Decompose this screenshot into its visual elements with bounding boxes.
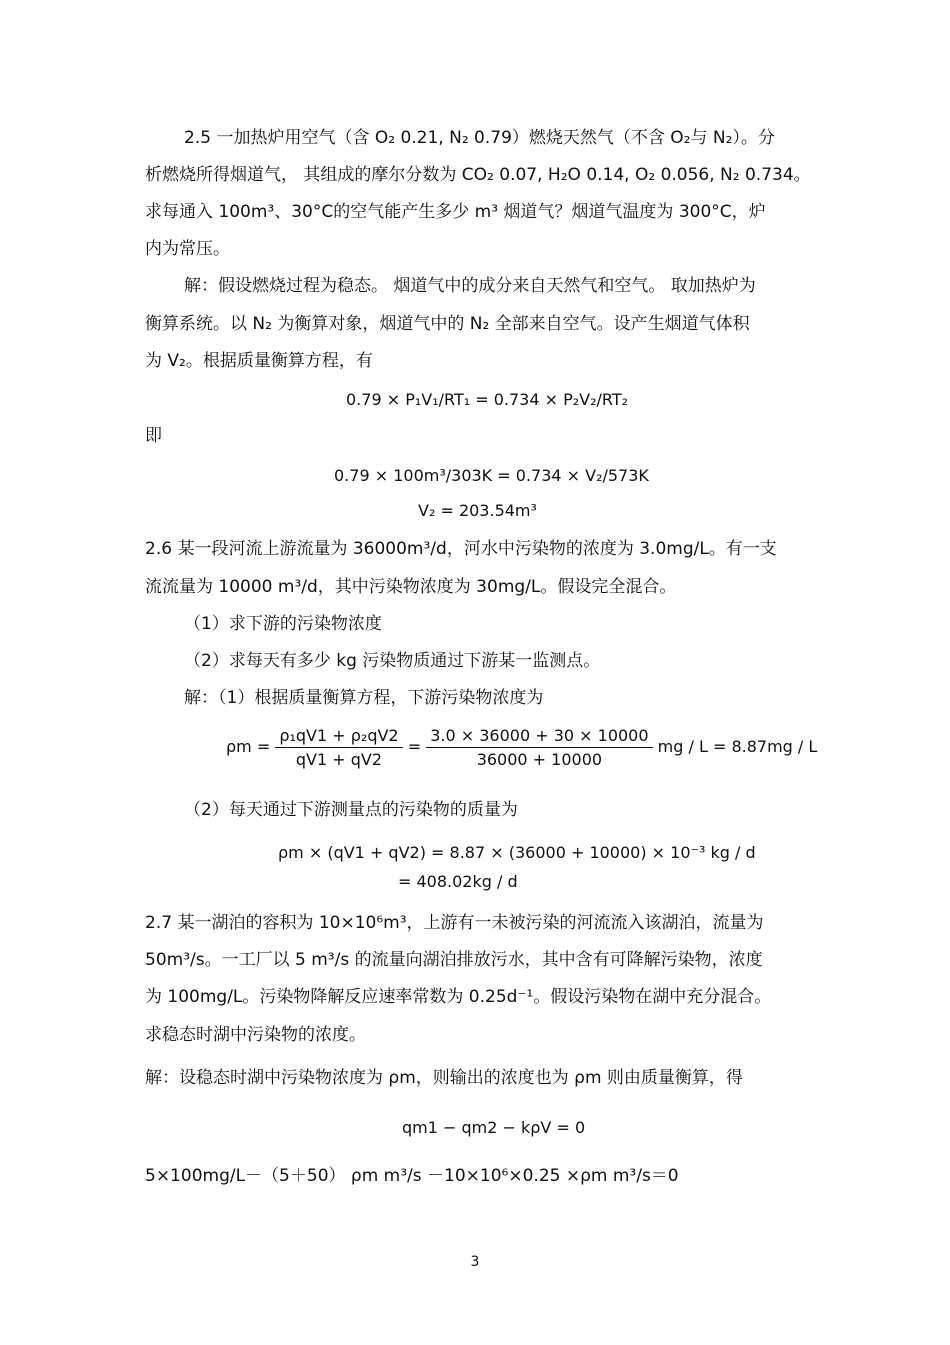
s26-equation-5: = 408.02kg / d (398, 872, 518, 891)
s26-question-1: （1）求下游的污染物浓度 (184, 614, 382, 634)
s26-answer-1: 解：（1）根据质量衡算方程，下游污染物浓度为 (184, 688, 544, 708)
fraction-1-denominator: qV1 + qV2 (295, 750, 383, 769)
s25-ji: 即 (145, 426, 162, 446)
s25-solution-2: 衡算系统。以 N₂ 为衡算对象，烟道气中的 N₂ 全部来自空气。设产生烟道气体积 (145, 314, 750, 334)
s27-line-2: 50m³/s。一工厂以 5 m³/s 的流量向湖泊排放污水，其中含有可降解污染物，浓度 (145, 950, 763, 970)
page-number: 3 (470, 1254, 480, 1270)
s27-line-1: 2.7 某一湖泊的容积为 10×10⁶m³，上游有一未被污染的河流流入该湖泊，流量为 (145, 913, 764, 933)
s25-solution-3: 为 V₂。根据质量衡算方程，有 (145, 351, 373, 371)
s26-answer-2: （2）每天通过下游测量点的污染物的质量为 (184, 800, 518, 820)
s25-solution-1: 解：假设燃烧过程为稳态。 烟道气中的成分来自天然气和空气。 取加热炉为 (184, 276, 756, 296)
s25-line-4: 内为常压。 (145, 239, 230, 259)
s25-line-3: 求每通入 100m³、30°C的空气能产生多少 m³ 烟道气？烟道气温度为 300°C，炉 (145, 202, 766, 222)
s26-fraction-equation (226, 726, 817, 769)
s27-line-3: 为 100mg/L。污染物降解反应速率常数为 0.25d⁻¹。假设污染物在湖中充分混合。 (145, 987, 772, 1007)
eq-lhs: ρm = (226, 737, 271, 756)
s26-equation-4: ρm × (qV1 + qV2) = 8.87 × (36000 + 10000) × 10⁻³ kg / d (278, 843, 756, 862)
fraction-2 (426, 726, 652, 769)
s27-equation-2: 5×100mg/L－（5＋50） ρm m³/s －10×10⁶×0.25 ×ρm m³/s＝0 (145, 1166, 679, 1186)
fraction-2-denominator: 36000 + 10000 (476, 750, 603, 769)
s25-equation-1: 0.79 × P₁V₁/RT₁ = 0.734 × P₂V₂/RT₂ (346, 390, 629, 409)
s26-question-2: （2）求每天有多少 kg 污染物质通过下游某一监测点。 (184, 651, 601, 671)
s25-equation-3: V₂ = 203.54m³ (418, 501, 537, 520)
s25-equation-2: 0.79 × 100m³/303K = 0.734 × V₂/573K (334, 466, 649, 485)
eq-rhs: mg / L = 8.87mg / L (657, 737, 818, 756)
s27-equation-1: qm1 − qm2 − kρV = 0 (402, 1118, 586, 1137)
s27-line-4: 求稳态时湖中污染物的浓度。 (145, 1025, 366, 1045)
fraction-1-numerator: ρ₁qV1 + ρ₂qV2 (275, 726, 402, 748)
s25-line-1: 2.5 一加热炉用空气（含 O₂ 0.21, N₂ 0.79）燃烧天然气（不含 O₂与 N₂）。分 (184, 128, 775, 148)
s26-line-2: 流流量为 10000 m³/d，其中污染物浓度为 30mg/L。假设完全混合。 (145, 577, 677, 597)
fraction-1 (275, 726, 402, 769)
eq-equals: = (407, 737, 422, 756)
s26-line-1: 2.6 某一段河流上游流量为 36000m³/d，河水中污染物的浓度为 3.0mg/L。有一支 (145, 539, 777, 559)
fraction-2-numerator: 3.0 × 36000 + 30 × 10000 (426, 726, 652, 748)
s27-solution-1: 解：设稳态时湖中污染物浓度为 ρm，则输出的浓度也为 ρm 则由质量衡算，得 (145, 1068, 743, 1088)
s25-line-2: 析燃烧所得烟道气， 其组成的摩尔分数为 CO₂ 0.07, H₂O 0.14, O₂ 0.056, N₂ 0.734。 (145, 165, 811, 185)
